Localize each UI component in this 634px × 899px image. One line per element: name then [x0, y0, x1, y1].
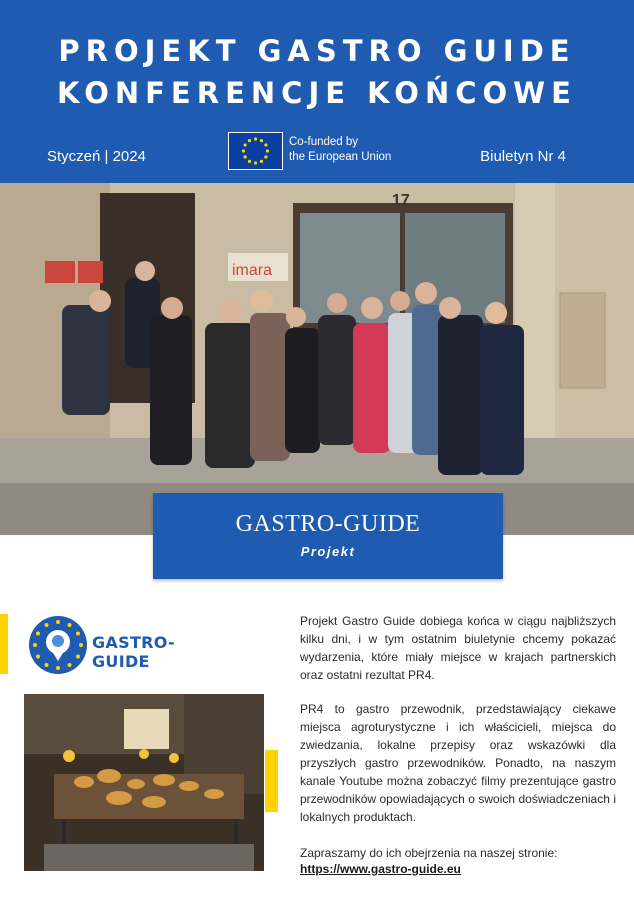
banner-subtitle: Projekt	[300, 544, 356, 559]
banner-title: GASTRO-GUIDE	[235, 511, 421, 537]
gastro-guide-logo	[28, 615, 208, 675]
article-paragraph-1: Projekt Gastro Guide dobiega końca w ciągu najbliższych kilku dni, i w tym ostatnim biuletynie chcemy pokazać wydarzenia, które miały miejsce w krajach partnerskich oraz ostatni rezultat PR4.	[300, 614, 616, 682]
yellow-accent-mid	[265, 750, 278, 812]
yellow-accent-left	[0, 614, 8, 674]
eu-text-line1: Co-funded by	[289, 136, 359, 148]
eu-cofunded-text	[289, 135, 429, 165]
issue-number: Biuletyn Nr 4	[480, 148, 566, 165]
logo-text: GASTRO-GUIDE	[92, 633, 175, 671]
article-paragraph-3: Zapraszamy do ich obejrzenia na naszej stronie:	[300, 846, 558, 860]
article-paragraph-2: PR4 to gastro przewodnik, przedstawiający ciekawe miejsca agroturystyczne i ich właścicieli, miejsca do zwiedzania, lokalne przepisy oraz wskazówki dla przyszłych gastro przewodników. Ponadto, na naszym kanale Youtube można zobaczyć filmy prezentujące gastro przewodników opowiadających o swoich doświadczeniach i lokalnych produktach.	[300, 702, 616, 824]
project-banner	[153, 493, 503, 579]
title-line-1: PROJEKT GASTRO GUIDE	[58, 34, 576, 68]
eu-cofunded-badge	[228, 132, 428, 172]
building-number: 17	[392, 192, 410, 209]
shop-sign: imara	[232, 262, 273, 279]
eu-flag-icon	[228, 132, 283, 170]
website-link[interactable]: https://www.gastro-guide.eu	[300, 862, 461, 876]
food-photo	[24, 694, 264, 871]
header	[0, 0, 634, 183]
group-photo	[0, 183, 634, 535]
gastro-guide-emblem-icon	[28, 615, 88, 675]
eu-text-line2: the European Union	[289, 151, 392, 163]
title-line-2: KONFERENCJE KOŃCOWE	[57, 76, 577, 110]
issue-date: Styczeń | 2024	[47, 148, 146, 165]
